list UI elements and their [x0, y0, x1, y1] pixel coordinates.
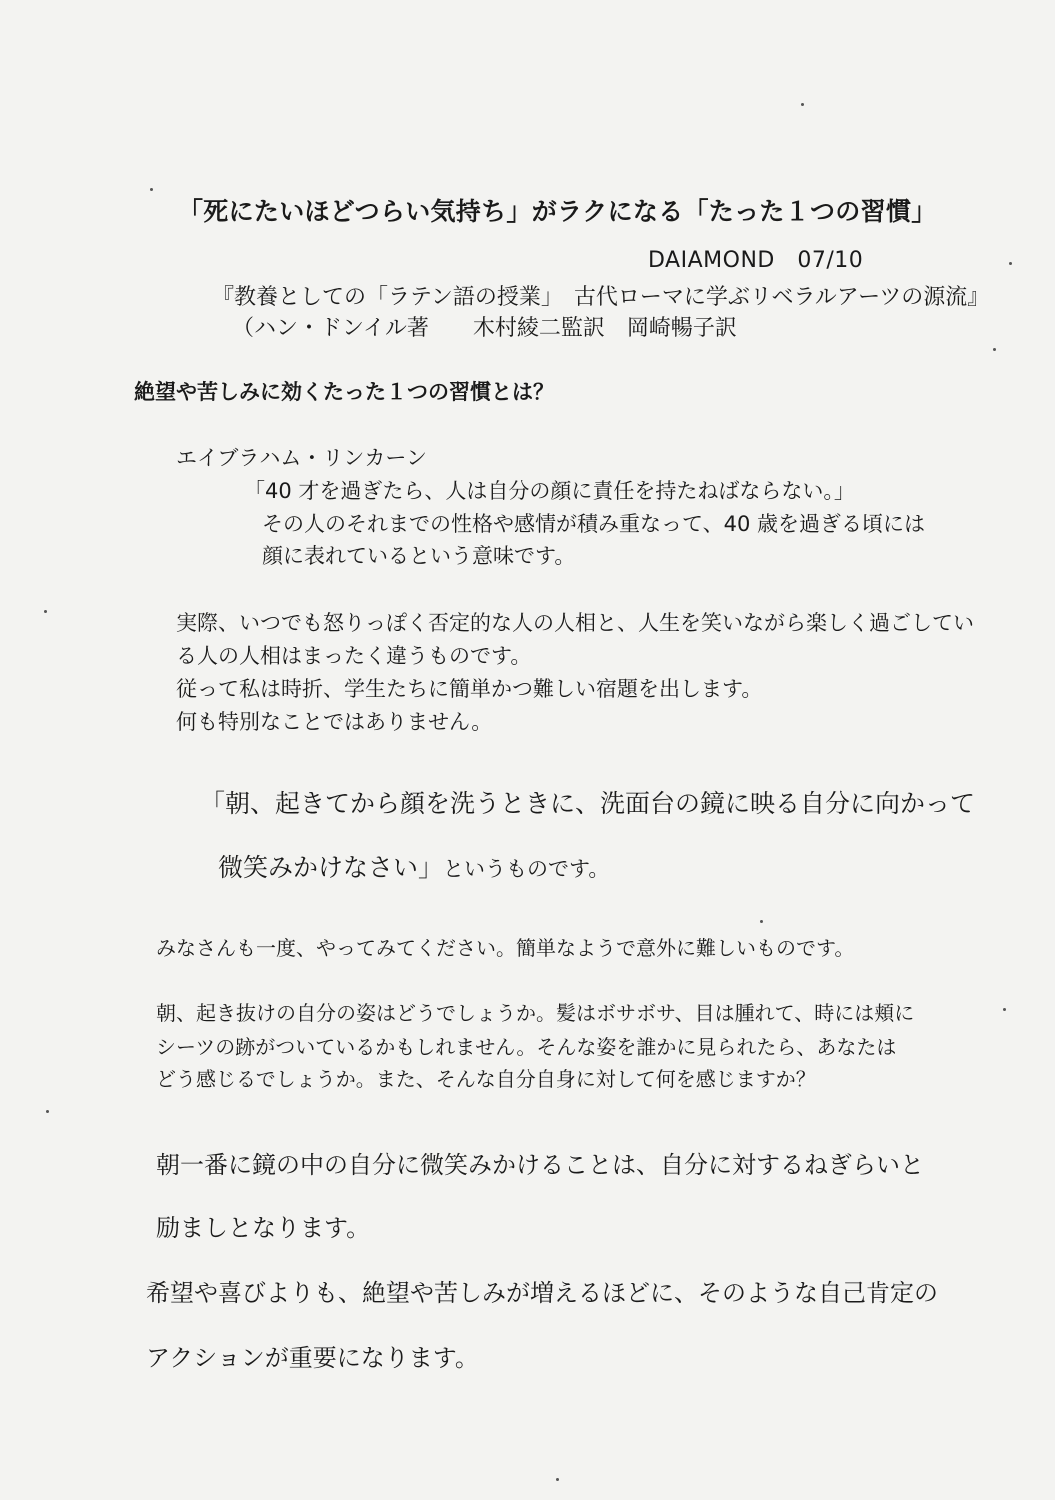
source-line: DAIAMOND 07/10	[648, 248, 864, 273]
paragraph-line: 従って私は時折、学生たちに簡単かつ難しい宿題を出します。	[176, 677, 763, 701]
scan-speck	[556, 1478, 559, 1481]
assignment-line	[218, 855, 609, 880]
paragraph-line: シーツの跡がついているかもしれません。そんな姿を誰かに見られたら、あなたは	[156, 1035, 897, 1059]
conclusion-line: アクションが重要になります。	[146, 1344, 479, 1372]
quote-author: エイブラハム・リンカーン	[176, 446, 427, 470]
paragraph-line: どう感じるでしょうか。また、そんな自分自身に対して何を感じますか？	[156, 1067, 816, 1091]
paragraph-line: みなさんも一度、やってみてください。簡単なようで意外に難しいものです。	[156, 936, 855, 960]
scan-speck	[1003, 1008, 1006, 1011]
assignment-line-main: 微笑みかけなさい」	[218, 853, 444, 882]
book-authors: （ハン・ドンイル著 木村綾二監訳 岡崎暢子訳	[232, 316, 737, 341]
scan-speck	[46, 1110, 49, 1113]
book-title: 『教養としての「ラテン語の授業」 古代ローマに学ぶリベラルアーツの源流』	[212, 285, 990, 310]
scan-speck	[760, 920, 763, 923]
conclusion-line: 朝一番に鏡の中の自分に微笑みかけることは、自分に対するねぎらいと	[156, 1151, 924, 1179]
scan-speck	[44, 610, 47, 613]
paragraph-line: 実際、いつでも怒りっぽく否定的な人の人相と、人生を笑いながら楽しく過ごしてい	[176, 611, 974, 635]
quote-text: 「40 才を過ぎたら、人は自分の顔に責任を持たねばならない。」	[244, 479, 855, 503]
paragraph-line: る人の人相はまったく違うものです。	[176, 644, 532, 668]
scan-speck	[150, 188, 153, 191]
paragraph-line: 朝、起き抜けの自分の姿はどうでしょうか。髪はボサボサ、目は腫れて、時には頬に	[156, 1001, 915, 1025]
section-heading: 絶望や苦しみに効くたった１つの習慣とは？	[134, 380, 554, 404]
assignment-suffix: というものです。	[443, 857, 610, 881]
quote-explanation-line: その人のそれまでの性格や感情が積み重なって、40 歳を過ぎる頃には	[262, 512, 925, 536]
quote-explanation-line: 顔に表れているという意味です。	[262, 544, 576, 568]
scan-speck	[801, 103, 804, 106]
conclusion-line: 希望や喜びよりも、絶望や苦しみが増えるほどに、そのような自己肯定の	[146, 1279, 938, 1307]
document-title: 「死にたいほどつらい気持ち」がラクになる「たった１つの習慣」	[178, 197, 937, 226]
assignment-line: 「朝、起きてから顔を洗うときに、洗面台の鏡に映る自分に向かって	[200, 789, 976, 818]
scan-speck	[1009, 262, 1012, 265]
scan-speck	[993, 348, 996, 351]
conclusion-line: 励ましとなります。	[156, 1214, 371, 1242]
paragraph-line: 何も特別なことではありません。	[176, 710, 493, 734]
